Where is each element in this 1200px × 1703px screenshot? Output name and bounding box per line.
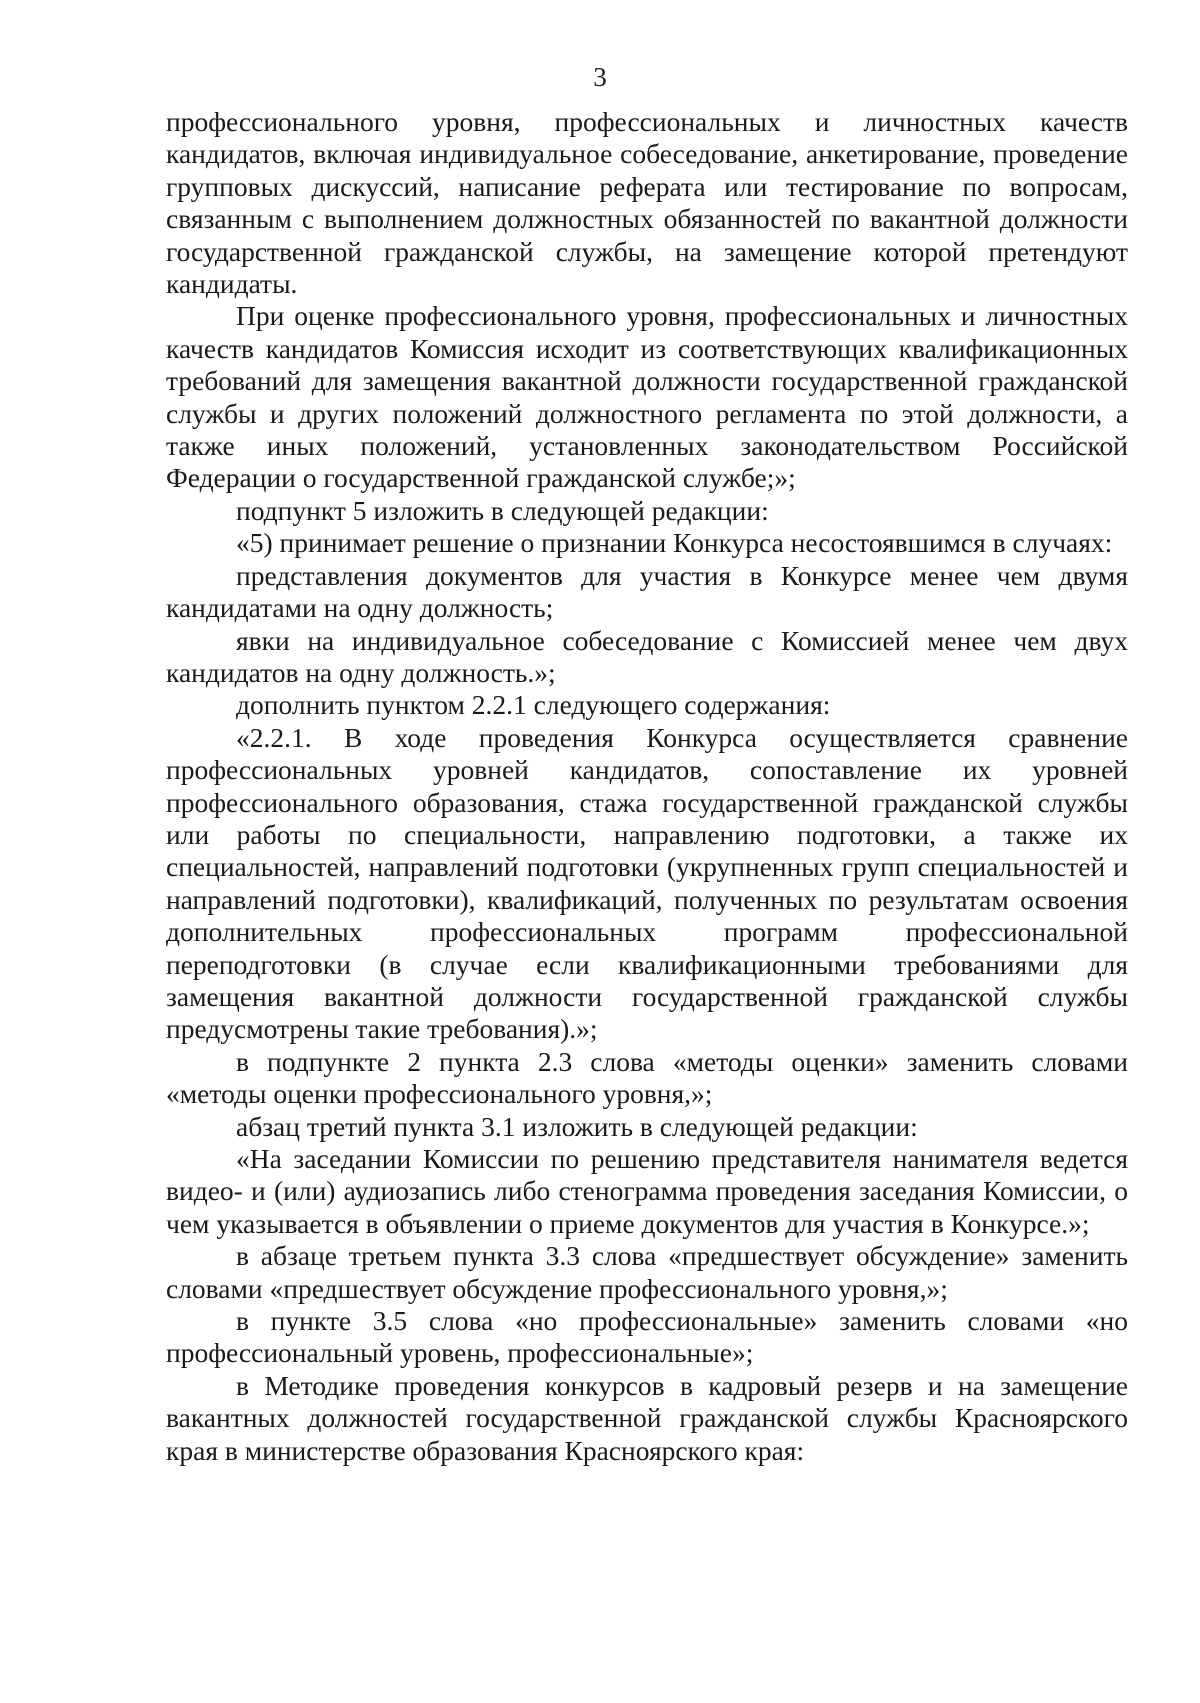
paragraph-12: в абзаце третьем пункта 3.3 слова «предшествует обсуждение» заменить словами «предшествует обсуждение профессионального уровня,»; — [166, 1240, 1128, 1304]
paragraph-2: При оценке профессионального уровня, профессиональных и личностных качеств кандидатов Комиссия исходит из соответствующих квалификационных требований для замещения вакантной должности государственной гражданской службы и других положений должностного регламента по этой должности, а также иных положений, установленных законодательством Российской Федерации о государственной гражданской службе;»; — [166, 300, 1128, 494]
paragraph-9: в подпункте 2 пункта 2.3 слова «методы оценки» заменить словами «методы оценки профессионального уровня,»; — [166, 1045, 1128, 1110]
paragraph-8: «2.2.1. В ходе проведения Конкурса осуществляется сравнение профессиональных уровней кандидатов, сопоставление их уровней профессионального образования, стажа государственной гражданской службы или работы по специальности, направлению подготовки, а также их специальностей, направлений подготовки (укрупненных групп специальностей и направлений подготовки), квалификаций, полученных по результатам освоения дополнительных профессиональных программ профессиональной переподготовки (в случае если квалификационными требованиями для замещения вакантной должности государственной гражданской службы предусмотрены такие требования).»; — [166, 721, 1128, 1045]
paragraph-5: представления документов для участия в Конкурсе менее чем двумя кандидатами на одну должность; — [166, 559, 1128, 624]
document-body — [166, 106, 1128, 1467]
paragraph-4: «5) принимает решение о признании Конкурса несостоявшимся в случаях: — [236, 527, 1113, 559]
paragraph-3: подпункт 5 изложить в следующей редакции: — [236, 494, 769, 526]
paragraph-6: явки на индивидуальное собеседование с Комиссией менее чем двух кандидатов на одну должность.»; — [166, 624, 1128, 688]
paragraph-14: в Методике проведения конкурсов в кадровый резерв и на замещение вакантных должностей государственной гражданской службы Красноярского края в министерстве образования Красноярского края: — [166, 1369, 1128, 1466]
paragraph-13: в пункте 3.5 слова «но профессиональные» заменить словами «но профессиональный уровень, профессиональные»; — [166, 1305, 1128, 1369]
paragraph-7: дополнить пунктом 2.2.1 следующего содержания: — [236, 689, 831, 721]
page-number: 3 — [593, 62, 607, 92]
paragraph-1: профессионального уровня, профессиональных и личностных качеств кандидатов, включая индивидуальное собеседование, анкетирование, проведение групповых дискуссий, написание реферата или тестирование по вопросам, связанным с выполнением должностных обязанностей по вакантной должности государственной гражданской службы, на замещение которой претендуют кандидаты. — [166, 106, 1128, 300]
paragraph-11: «На заседании Комиссии по решению представителя нанимателя ведется видео- и (или) аудиозапись либо стенограмма проведения заседания Комиссии, о чем указывается в объявлении о приеме документов для участия в Конкурсе.»; — [166, 1143, 1128, 1239]
paragraph-10: абзац третий пункта 3.1 изложить в следующей редакции: — [236, 1110, 918, 1142]
